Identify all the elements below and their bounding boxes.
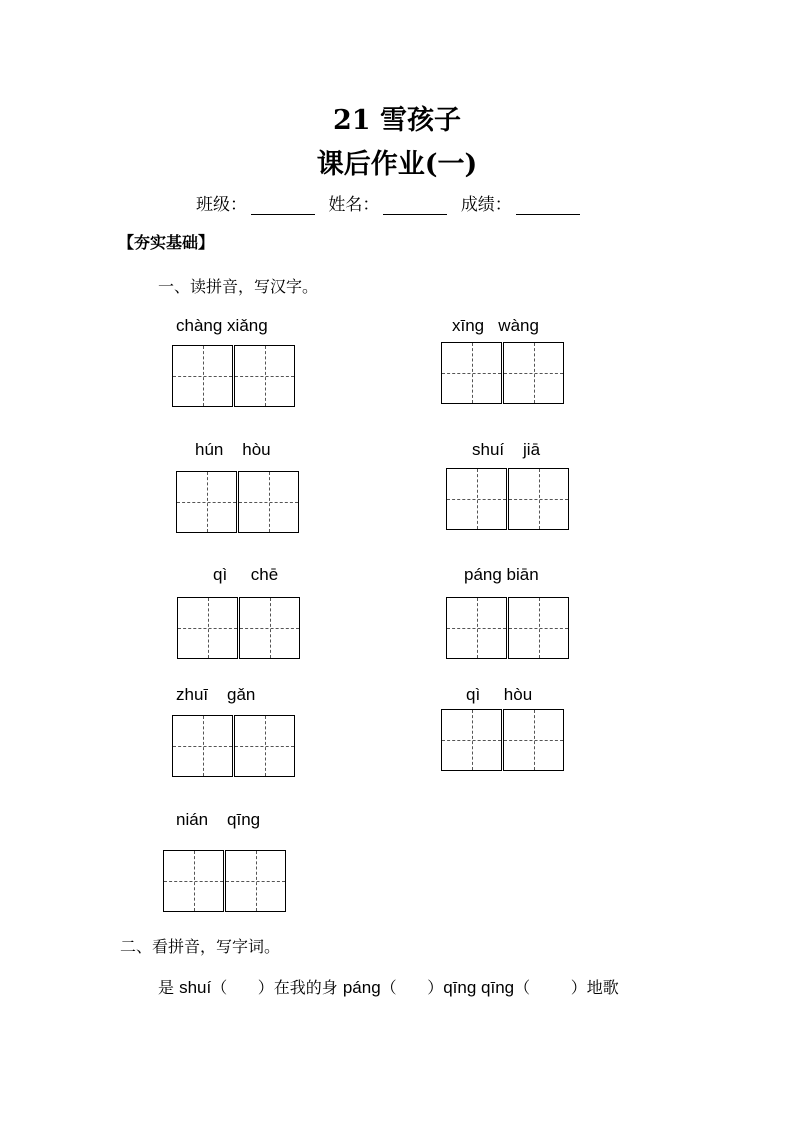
sentence-pinyin: páng xyxy=(342,978,381,997)
student-info-line xyxy=(196,190,588,215)
pinyin-label: qì hòu xyxy=(466,685,533,704)
grid-cell[interactable] xyxy=(508,597,569,659)
grid-cell[interactable] xyxy=(177,597,238,659)
grid-cell[interactable] xyxy=(234,715,295,777)
sentence-text[interactable]: （ ）地歌 xyxy=(514,978,619,997)
writing-grid[interactable] xyxy=(172,715,296,777)
grid-cell[interactable] xyxy=(172,345,233,407)
page-title: 21 雪孩子 xyxy=(333,105,461,136)
pinyin-label: xīng wàng xyxy=(452,316,539,335)
writing-grid[interactable] xyxy=(176,471,300,533)
name-label: 姓名： xyxy=(328,195,380,215)
grid-cell[interactable] xyxy=(163,850,224,912)
grid-cell[interactable] xyxy=(234,345,295,407)
grid-cell[interactable] xyxy=(239,597,300,659)
grid-cell[interactable] xyxy=(441,342,502,404)
grid-cell[interactable] xyxy=(441,709,502,771)
writing-grid[interactable] xyxy=(446,468,570,530)
writing-grid[interactable] xyxy=(172,345,296,407)
question1-instruction: 一、读拼音，写汉字。 xyxy=(158,277,319,296)
fill-sentence xyxy=(158,975,619,998)
writing-grid[interactable] xyxy=(441,709,565,771)
pinyin-label: páng biān xyxy=(464,565,539,584)
page-subtitle: 课后作业(一) xyxy=(316,149,478,180)
pinyin-label: chàng xiǎng xyxy=(176,316,268,335)
sentence-pinyin: qīng qīng xyxy=(443,978,515,997)
grid-cell[interactable] xyxy=(503,342,564,404)
grid-cell[interactable] xyxy=(225,850,286,912)
sentence-text: 是 xyxy=(158,978,180,997)
writing-grid[interactable] xyxy=(163,850,287,912)
pinyin-label: zhuī gǎn xyxy=(176,685,256,704)
grid-cell[interactable] xyxy=(503,709,564,771)
sentence-text[interactable]: （ ）在我的身 xyxy=(211,978,343,997)
question2-instruction: 二、看拼音，写字词。 xyxy=(120,937,281,956)
score-blank[interactable] xyxy=(516,196,580,215)
grid-cell[interactable] xyxy=(172,715,233,777)
grid-cell[interactable] xyxy=(446,468,507,530)
writing-grid[interactable] xyxy=(446,597,570,659)
section-heading: 【夯实基础】 xyxy=(118,233,215,252)
name-blank[interactable] xyxy=(383,196,447,215)
writing-grid[interactable] xyxy=(177,597,301,659)
pinyin-label: nián qīng xyxy=(176,810,261,829)
pinyin-label: shuí jiā xyxy=(472,440,541,459)
pinyin-label: qì chē xyxy=(213,565,279,584)
pinyin-label: hún hòu xyxy=(195,440,271,459)
grid-cell[interactable] xyxy=(446,597,507,659)
sentence-text[interactable]: （ ） xyxy=(380,978,444,997)
writing-grid[interactable] xyxy=(441,342,565,404)
class-label: 班级： xyxy=(196,195,247,215)
grid-cell[interactable] xyxy=(508,468,569,530)
grid-cell[interactable] xyxy=(238,471,299,533)
sentence-pinyin: shuí xyxy=(179,978,212,997)
grid-cell[interactable] xyxy=(176,471,237,533)
class-blank[interactable] xyxy=(251,196,315,215)
score-label: 成绩： xyxy=(460,195,512,215)
